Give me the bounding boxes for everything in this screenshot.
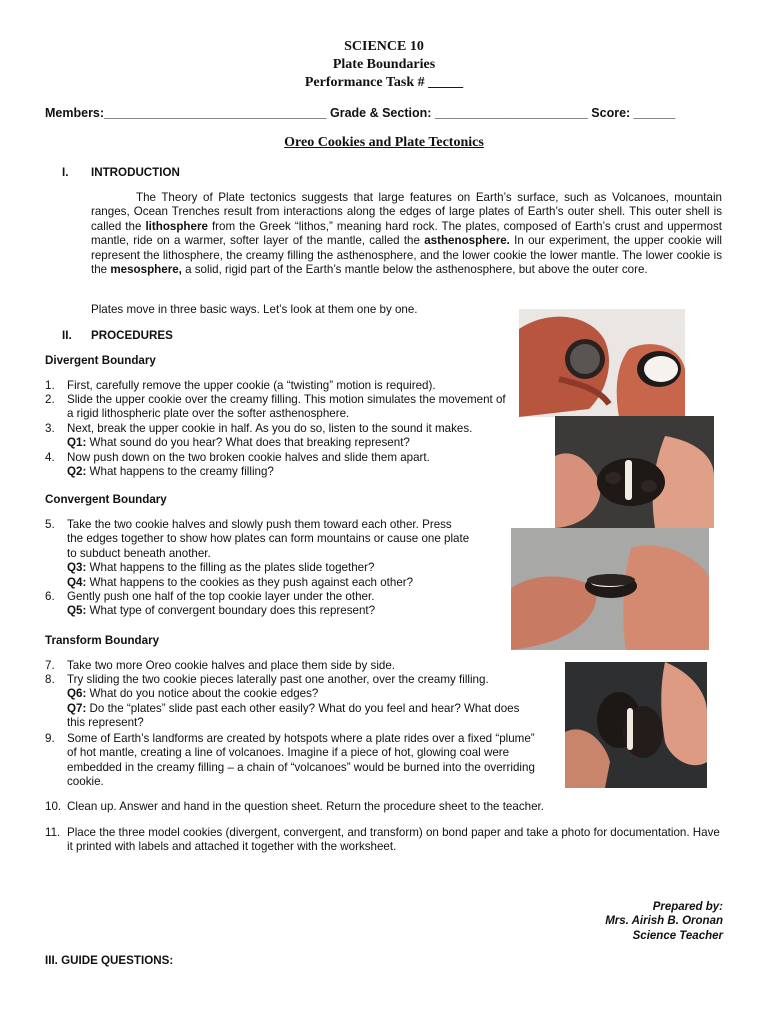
teacher-name: Mrs. Airish B. Oronan [605, 915, 723, 927]
step-8: 8. Try sliding the two cookie pieces laterally past one another, over the creamy filling. Q6: What do you notice about the cookie edges? Q7: Do the “plates” slide past each other easily? What do you feel and hear? What does this represent? [45, 673, 520, 730]
step-5: 5. Take the two cookie halves and slowly push them toward each other. Press the edges together to show how plates can form mountains or cause one plate to subduct beneath another. Q3: What happens to the filling as the plates slide together? Q4: What happens to the cookies as they push against each other? [45, 518, 470, 589]
members-line: Members:________________________________ Grade & Section: ______________________ Score: ______ [45, 106, 676, 120]
prepared-by-label: Prepared by: [652, 901, 723, 913]
guide-questions-heading: III. GUIDE QUESTIONS: [45, 954, 174, 967]
photo-push-cookie [511, 528, 709, 650]
step-9: 9. Some of Earth’s landforms are created by hotspots where a plate rides over a fixed “plume” of hot mantle, creating a line of volcanoes. Imagine if a piece of hot, glowing coal were embedded in the creamy filling – a chain of “volcanoes” would be burned into the overriding cookie. [45, 732, 535, 789]
intro-paragraph-2: Plates move in three basic ways. Let’s look at them one by one. [91, 303, 418, 316]
intro-number: I. [62, 166, 69, 179]
convergent-heading: Convergent Boundary [45, 493, 167, 506]
break-cookie-image [555, 416, 714, 528]
topic-heading: Plate Boundaries [332, 57, 436, 72]
page-title: Oreo Cookies and Plate Tectonics [284, 135, 484, 150]
divergent-heading: Divergent Boundary [45, 354, 156, 367]
task-heading: Performance Task # _____ [304, 75, 464, 90]
step-6: 6. Gently push one half of the top cookie layer under the other. Q5: What type of convergent boundary does this represent? [45, 590, 376, 618]
photo-twist-cookie [519, 309, 685, 417]
step-3: 3. Next, break the upper cookie in half. As you do so, listen to the sound it makes. Q1: What sound do you hear? What does that breaking represent? [45, 422, 473, 450]
twist-cookie-image [519, 309, 685, 417]
step-2: 2. Slide the upper cookie over the creamy filling. This motion simulates the movement of a rigid lithospheric plate over the softer asthenosphere. [45, 393, 506, 421]
intro-paragraph: The Theory of Plate tectonics suggests that large features on Earth’s surface, such as Volcanoes, mountain ranges, Ocean Trenches result from interactions along the edges of large plates of Earth’s outer shell. This outer shell is called the lithosphere from the Greek “lithos,” meaning hard rock. The plates, composed of Earth’s crust and uppermost mantle, ride on a warmer, softer layer of the mantle, called the asthenosphere. In our experiment, the upper cookie will represent the lithosphere, the creamy filling the asthenosphere, and the lower cookie the lower mantle. The lower cookie is the mesosphere, a solid, rigid part of the Earth’s mantle below the asthenosphere, but above the outer core. [91, 191, 722, 277]
photo-break-cookie [555, 416, 714, 528]
photo-transform-cookie [565, 662, 707, 788]
subject-heading: SCIENCE 10 [344, 39, 424, 54]
intro-heading: INTRODUCTION [91, 166, 180, 179]
transform-cookie-image [565, 662, 707, 788]
step-10: 10. Clean up. Answer and hand in the question sheet. Return the procedure sheet to the teacher. [45, 800, 544, 813]
transform-heading: Transform Boundary [45, 634, 160, 647]
step-1: 1. First, carefully remove the upper cookie (a “twisting” motion is required). [45, 379, 436, 392]
step-4: 4. Now push down on the two broken cookie halves and slide them apart. Q2: What happens to the creamy filling? [45, 451, 430, 479]
procedures-heading: PROCEDURES [91, 329, 173, 342]
teacher-role: Science Teacher [632, 930, 723, 942]
procedures-number: II. [62, 329, 72, 342]
push-cookie-image [511, 528, 709, 650]
step-7: 7. Take two more Oreo cookie halves and place them side by side. [45, 659, 396, 672]
step-11: 11. Place the three model cookies (divergent, convergent, and transform) on bond paper and take a photo for documentation. Have it printed with labels and attached it together with the worksheet. [45, 826, 720, 854]
